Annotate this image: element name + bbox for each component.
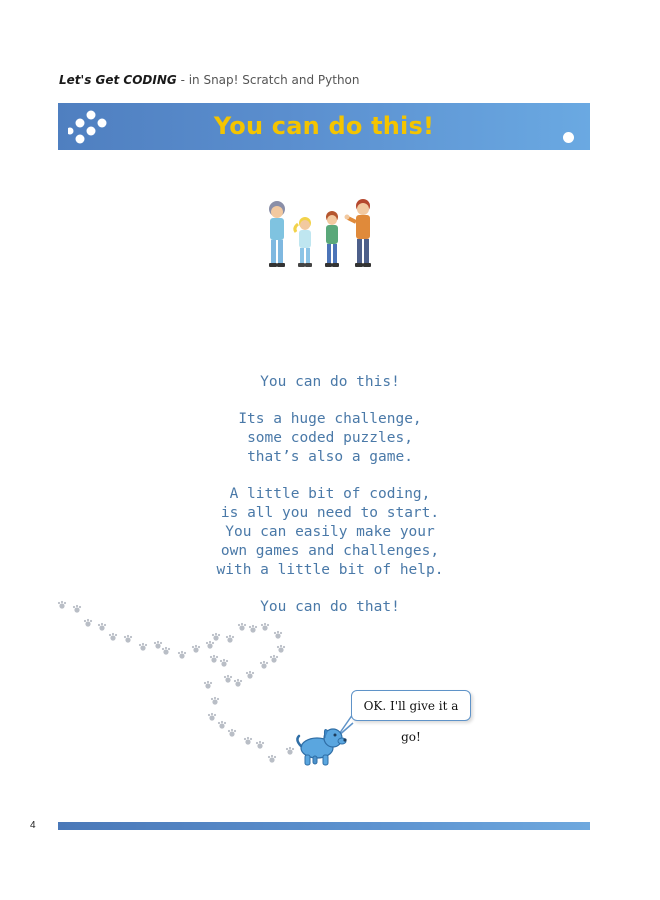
poem-line: Its a huge challenge, [238, 411, 422, 427]
speech-bubble: OK. I'll give it a go! [351, 690, 471, 721]
poem-line: that’s also a game. [247, 449, 413, 465]
poem-line: some coded puzzles, [247, 430, 413, 446]
poem-line: is all you need to start. [220, 505, 440, 521]
footer-bar [58, 822, 590, 830]
poem-line: You can easily make your [225, 524, 435, 540]
book-subtitle: - in Snap! Scratch and Python [176, 73, 360, 87]
poem-line: You can do that! [260, 599, 400, 615]
page-number: 4 [30, 820, 36, 831]
blue-dog-mascot-icon [295, 722, 347, 768]
book-title: Let's Get CODING [59, 73, 177, 87]
poem-line: You can do this! [260, 374, 400, 390]
poem-line: own games and challenges, [220, 543, 440, 559]
page-title: You can do this! [213, 112, 435, 140]
poem-line: A little bit of coding, [229, 486, 431, 502]
poem-line: with a little bit of help. [216, 562, 444, 578]
